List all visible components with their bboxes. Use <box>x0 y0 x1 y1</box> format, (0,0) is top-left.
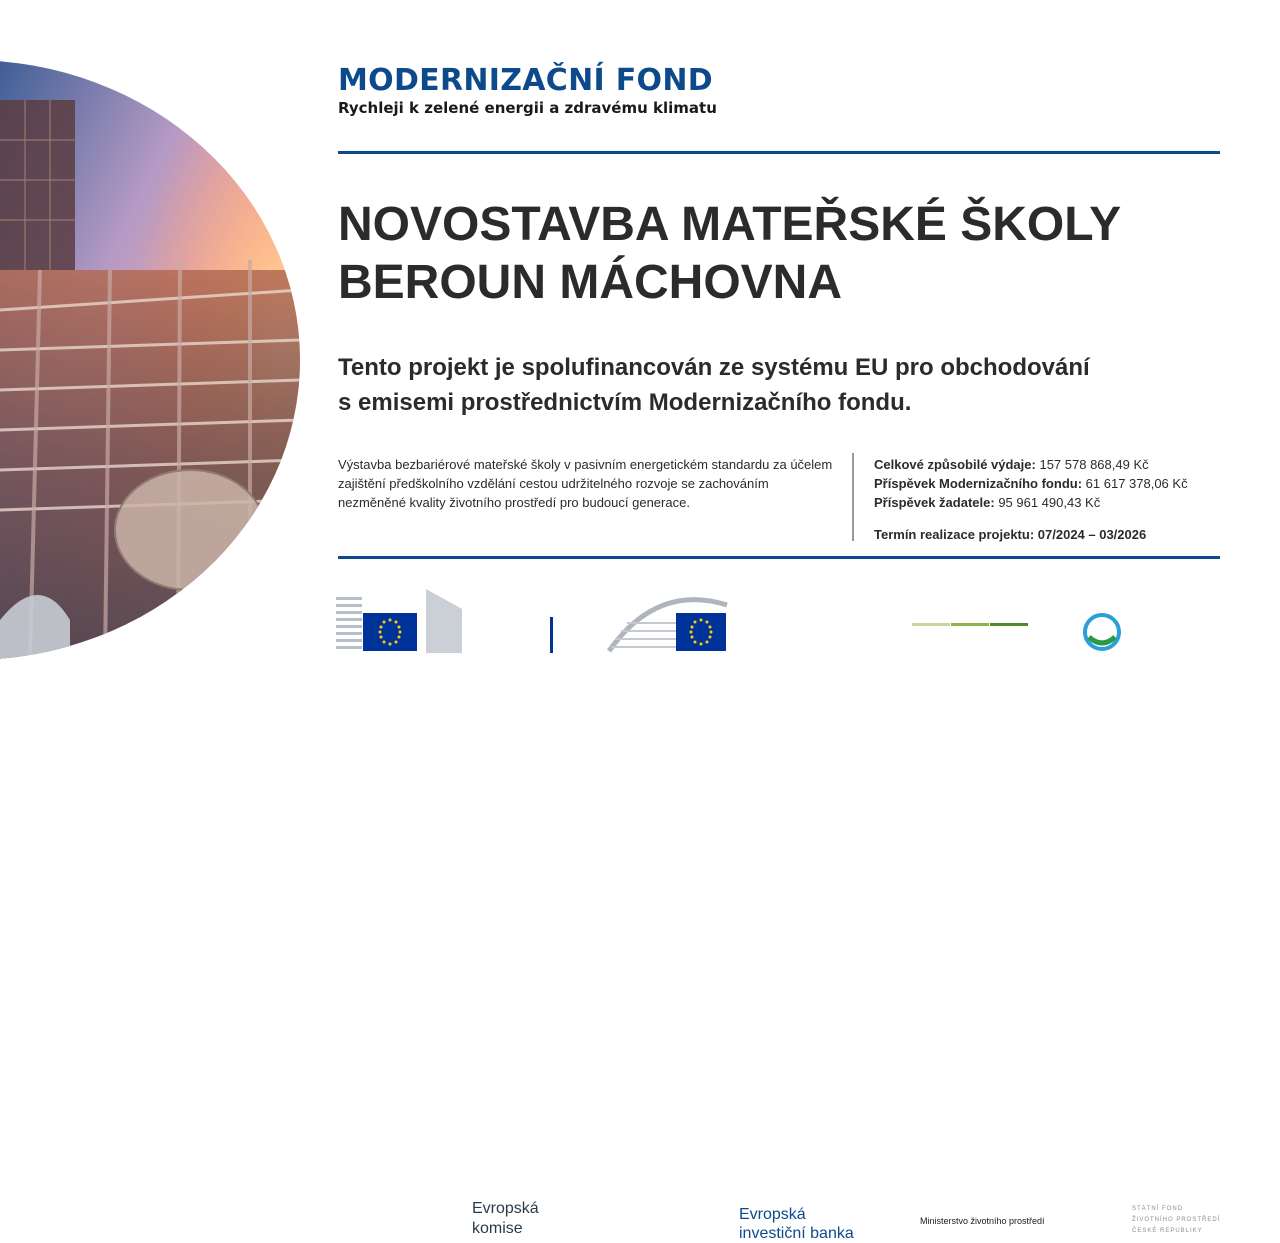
vertical-divider <box>852 453 854 541</box>
funding-statement-line-1: Tento projekt je spolufinancován ze systému EU pro obchodování <box>338 354 1090 381</box>
sfzp-line-1: STÁTNÍ FOND <box>1132 1206 1183 1212</box>
european-commission-label <box>472 1199 539 1239</box>
industrial-plant-photo <box>0 60 300 660</box>
partner-logos <box>0 585 1280 1242</box>
sfzp-label <box>1132 1204 1220 1237</box>
bottom-divider <box>338 556 1220 559</box>
eib-line-1: Evropská <box>739 1206 806 1223</box>
applicant-contribution-row <box>874 493 1188 512</box>
project-title-line-2: BEROUN MÁCHOVNA <box>338 256 842 309</box>
ec-line-2: komise <box>472 1220 523 1237</box>
ec-line-1: Evropská <box>472 1200 539 1217</box>
applicant-contribution-label: Příspěvek žadatele: <box>874 495 995 510</box>
sfzp-line-3: ČESKÉ REPUBLIKY <box>1132 1228 1203 1234</box>
fund-subtitle: Rychleji k zelené energii a zdravému klimatu <box>338 99 717 117</box>
european-commission-logo <box>336 589 556 653</box>
eligible-costs-value: 157 578 868,49 Kč <box>1039 457 1149 472</box>
fund-contribution-row <box>874 474 1188 493</box>
eib-label <box>739 1205 854 1243</box>
project-term-label: Termín realizace projektu: <box>874 527 1035 542</box>
sfzp-line-2: ŽIVOTNÍHO PROSTŘEDÍ <box>1132 1217 1221 1223</box>
project-title-line-1: NOVOSTAVBA MATEŘSKÉ ŠKOLY <box>338 198 1122 251</box>
eligible-costs-row <box>874 455 1188 474</box>
applicant-contribution-value: 95 961 490,43 Kč <box>998 495 1101 510</box>
fund-logo <box>338 64 717 117</box>
project-term-value: 07/2024 – 03/2026 <box>1037 527 1147 542</box>
ministry-label: Ministerstvo životního prostředí <box>920 1216 1045 1226</box>
fund-contribution-label: Příspěvek Modernizačního fondu: <box>874 476 1083 491</box>
project-facts <box>874 455 1188 544</box>
eib-line-2: investiční banka <box>739 1225 854 1242</box>
eligible-costs-label: Celkové způsobilé výdaje: <box>874 457 1036 472</box>
funding-statement <box>338 350 1220 420</box>
fund-title: MODERNIZAČNÍ FOND <box>338 63 713 98</box>
ministry-logo-stripe <box>912 623 1028 629</box>
sfzp-logo <box>1083 613 1121 651</box>
fund-contribution-value: 61 617 378,06 Kč <box>1085 476 1188 491</box>
project-term-row <box>874 525 1188 544</box>
funding-statement-line-2: s emisemi prostřednictvím Modernizačního fondu. <box>338 389 912 416</box>
top-divider <box>338 151 1220 154</box>
project-description: Výstavba bezbariérové mateřské školy v pasivním energetickém standardu za účelem zajištění předškolního vzdělání cestou udržitelného rozvoje se zachováním nezměněné kvality životního prostředí pro budoucí generace. <box>338 457 833 510</box>
project-title <box>338 196 1220 312</box>
eib-logo <box>607 593 732 653</box>
